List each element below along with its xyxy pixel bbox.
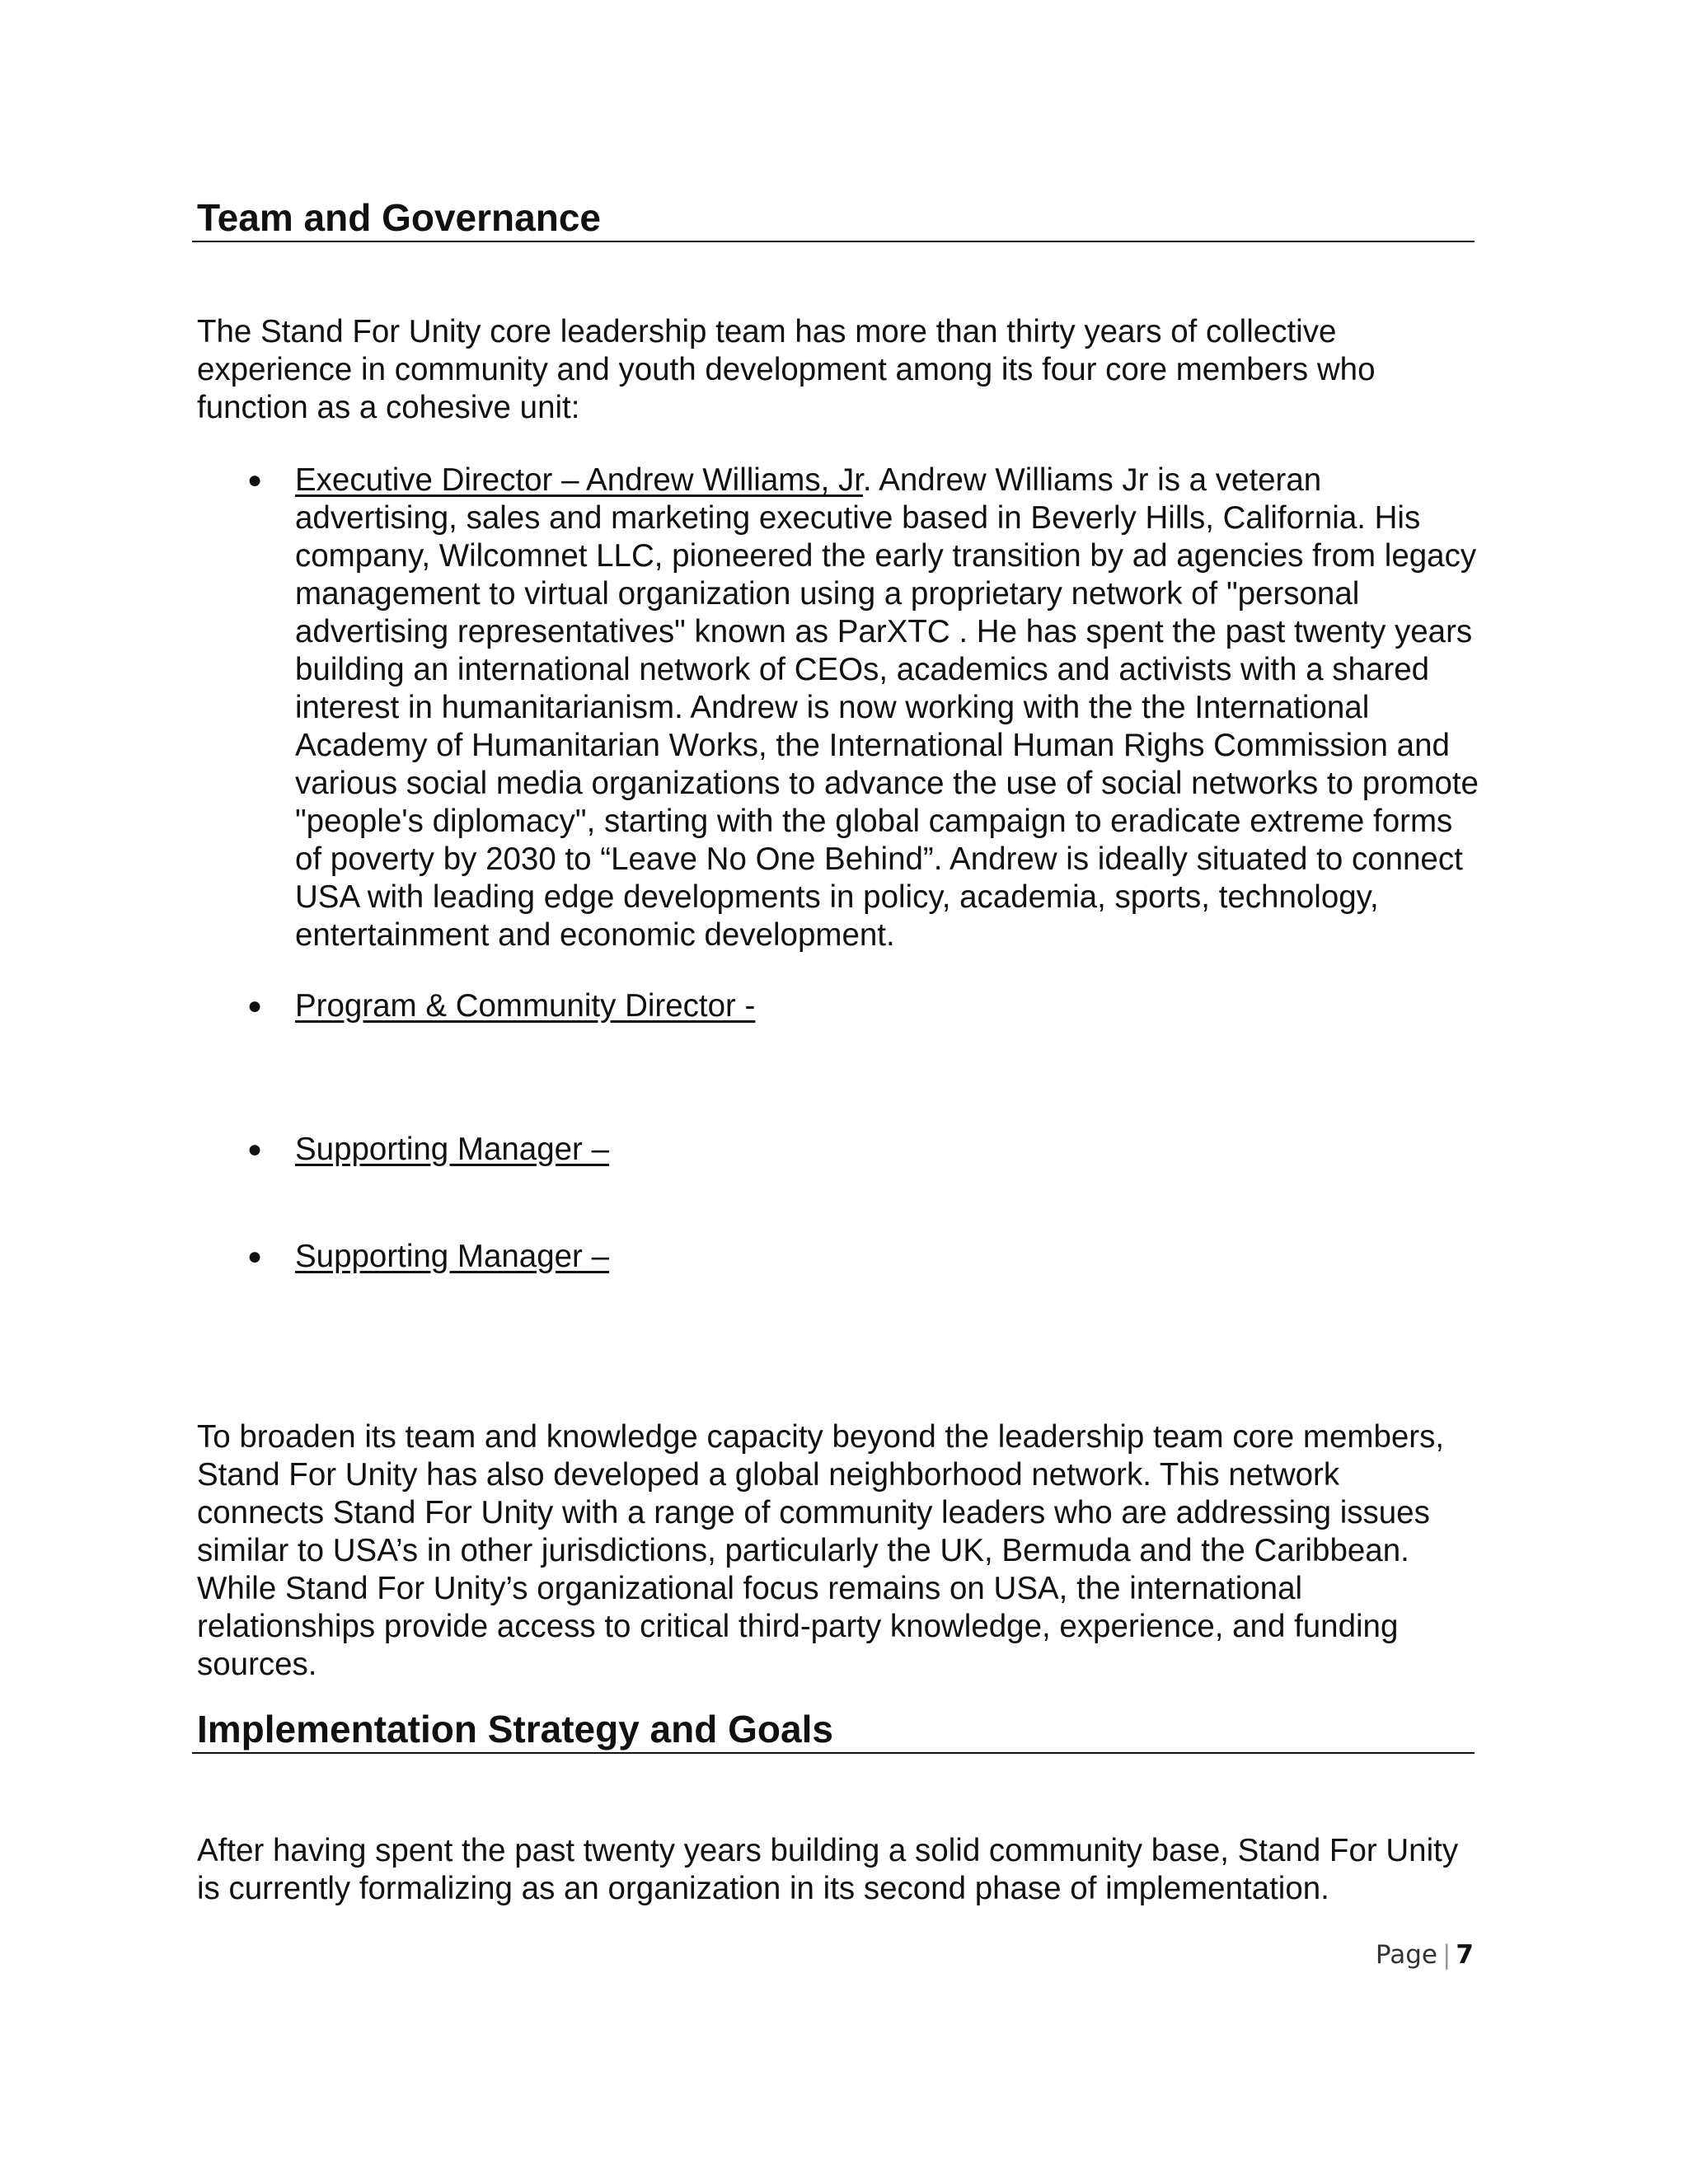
intro-paragraph: The Stand For Unity core leadership team has more than thirty years of collective experience in community and youth development among its four core members who function as a cohesive unit: — [197, 314, 1376, 425]
page-separator: | — [1442, 1940, 1451, 1970]
list-item-text — [295, 462, 1484, 954]
network-paragraph: To broaden its team and knowledge capacity beyond the leadership team core members, Stand For Unity has also developed a global neighborhood network. This network connects Stand For Unity with a range of community leaders who are addressing issues similar to USA’s in other jurisdictions, particularly the UK, Bermuda and the Caribbean. While Stand For Unity’s organizational focus remains on USA, the international relationships provide access to critical third-party knowledge, experience, and funding sources. — [197, 1419, 1445, 1682]
section-heading-implementation: Implementation Strategy and Goals — [192, 1706, 1475, 1754]
bullet-icon: ● — [247, 466, 263, 494]
list-item-text — [295, 1238, 1484, 1276]
bullet-icon: ● — [247, 992, 263, 1019]
role-title: Executive Director – Andrew Williams, Jr — [295, 462, 863, 498]
list-item-text — [295, 1131, 1484, 1169]
bullet-icon: ● — [247, 1136, 263, 1163]
page-number: 7 — [1456, 1940, 1474, 1970]
role-title: Program & Community Director - — [295, 988, 756, 1024]
implementation-paragraph: After having spent the past twenty years building a solid community base, Stand For Unity is currently formalizing as an organization in its second phase of implementation. — [197, 1833, 1459, 1906]
page-label: Page — [1375, 1940, 1437, 1970]
role-title: Supporting Manager – — [295, 1239, 609, 1274]
role-description: . Andrew Williams Jr is a veteran advertising, sales and marketing executive based in Beverly Hills, California. His company, Wilcomnet LLC, pioneered the early transition by ad agencies from legacy management to virtual organization using a proprietary network of "personal advertising representatives" known as ParXTC . He has spent the past twenty years building an international network of CEOs, academics and activists with a shared interest in humanitarianism. Andrew is now working with the the International Academy of Humanitarian Works, the International Human Righs Commission and various social media organizations to advance the use of social networks to promote "people's diplomacy", starting with the global campaign to eradicate extreme forms of poverty by 2030 to “Leave No One Behind”. Andrew is ideally situated to connect USA with leading edge developments in policy, academia, sports, technology, entertainment and economic development. — [295, 462, 1479, 953]
role-title: Supporting Manager – — [295, 1132, 609, 1167]
bullet-icon: ● — [247, 1243, 263, 1270]
page-number-footer — [1360, 1938, 1474, 1971]
section-heading-team-governance: Team and Governance — [192, 194, 1475, 242]
list-item-text — [295, 987, 1484, 1025]
